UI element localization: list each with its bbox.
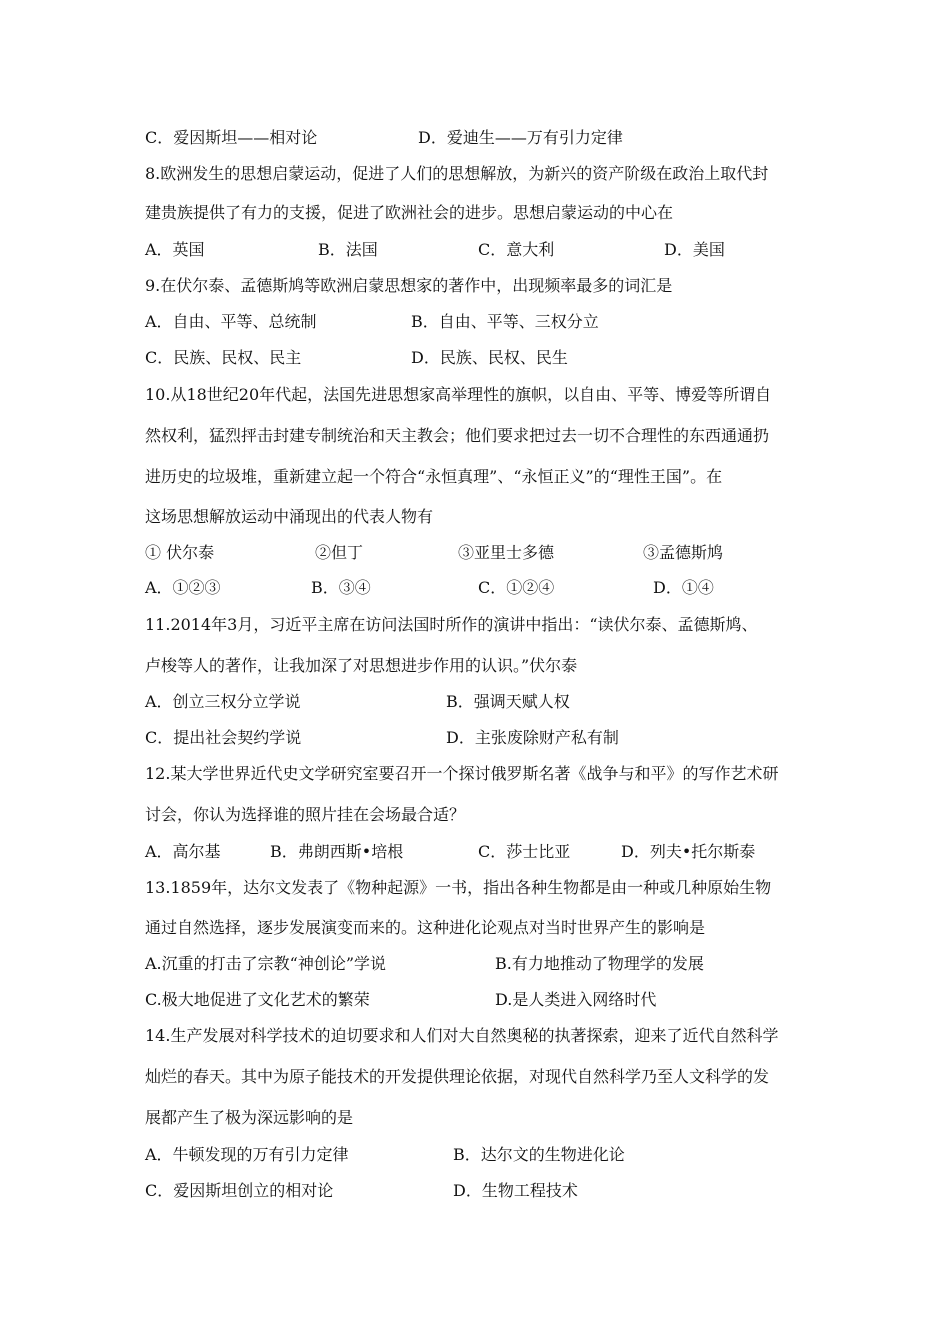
q8-option-a: A．英国 [145,240,205,259]
q13-stem-line-2: 通过自然选择，逐步发展演变而来的。这种进化论观点对当时世界产生的影响是 [145,918,706,937]
q12-option-b: B．弗朗西斯•培根 [270,842,404,861]
q8-option-d: D．美国 [664,240,725,259]
q14-option-a: A．牛顿发现的万有引力定律 [145,1145,349,1164]
q11-stem-line-2: 卢梭等人的著作，让我加深了对思想进步作用的认识。”伏尔泰 [145,656,578,675]
q14-option-d: D．生物工程技术 [453,1181,578,1200]
q8-option-c: C．意大利 [478,240,555,259]
q14-stem-line-2: 灿烂的春天。其中为原子能技术的开发提供理论依据，对现代自然科学乃至人文科学的发 [145,1067,770,1086]
q13-option-b: B.有力地推动了物理学的发展 [495,954,704,973]
q10-option-c: C．①②④ [478,578,555,597]
q11-option-a: A．创立三权分立学说 [145,692,301,711]
q14-stem-line-3: 展都产生了极为深远影响的是 [145,1108,354,1127]
q10-stem-line-3: 进历史的垃圾堆，重新建立起一个符合“永恒真理”、“永恒正义”的“理性王国”。在 [145,467,723,486]
q11-option-c: C．提出社会契约学说 [145,728,302,747]
q14-option-b: B．达尔文的生物进化论 [453,1145,625,1164]
q12-stem-line-1: 12.某大学世界近代史文学研究室要召开一个探讨俄罗斯名著《战争与和平》的写作艺术研 [145,764,779,783]
q8-option-b: B．法国 [318,240,378,259]
q10-option-b: B．③④ [311,578,371,597]
q9-option-c: C．民族、民权、民主 [145,348,302,367]
q10-item-4: ③孟德斯鸠 [643,543,724,562]
q12-option-c: C．莎士比亚 [478,842,571,861]
q10-item-1: ① 伏尔泰 [145,543,215,562]
q13-option-d: D.是人类进入网络时代 [495,990,657,1009]
q14-option-c: C．爱因斯坦创立的相对论 [145,1181,334,1200]
q8-stem-line-1: 8.欧洲发生的思想启蒙运动，促进了人们的思想解放，为新兴的资产阶级在政治上取代封 [145,164,769,183]
q10-item-3: ③亚里士多德 [458,543,555,562]
q9-stem-line-1: 9.在伏尔泰、孟德斯鸠等欧洲启蒙思想家的著作中，出现频率最多的词汇是 [145,276,673,295]
q12-option-d: D．列夫•托尔斯泰 [621,842,756,861]
q11-option-d: D．主张废除财产私有制 [446,728,619,747]
q14-stem-line-1: 14.生产发展对科学技术的迫切要求和人们对大自然奥秘的执著探索，迎来了近代自然科学 [145,1026,779,1045]
q11-stem-line-1: 11.2014年3月，习近平主席在访问法国时所作的演讲中指出：“读伏尔泰、孟德斯鸠、 [145,615,758,634]
q9-option-a: A．自由、平等、总统制 [145,312,317,331]
q12-option-a: A．高尔基 [145,842,221,861]
q9-option-d: D．民族、民权、民生 [411,348,568,367]
q9-option-b: B．自由、平等、三权分立 [411,312,599,331]
q8-stem-line-2: 建贵族提供了有力的支援，促进了欧洲社会的进步。思想启蒙运动的中心在 [145,203,674,222]
q10-stem-line-1: 10.从18世纪20年代起，法国先进思想家高举理性的旗帜，以自由、平等、博爱等所谓自 [145,385,772,404]
q10-option-a: A．①②③ [145,578,221,597]
q13-option-c: C.极大地促进了文化艺术的繁荣 [145,990,370,1009]
q13-option-a: A.沉重的打击了宗教“神创论”学说 [145,954,387,973]
q10-option-d: D．①④ [653,578,714,597]
q13-stem-line-1: 13.1859年，达尔文发表了《物种起源》一书，指出各种生物都是由一种或几种原始生物 [145,878,772,897]
q10-stem-line-4: 这场思想解放运动中涌现出的代表人物有 [145,507,434,526]
q7-option-d: D．爱迪生——万有引力定律 [418,128,623,147]
q10-item-2: ②但丁 [315,543,364,562]
q12-stem-line-2: 讨会，你认为选择谁的照片挂在会场最合适？ [145,805,466,824]
q10-stem-line-2: 然权利，猛烈抨击封建专制统治和天主教会；他们要求把过去一切不合理性的东西通通扔 [145,426,770,445]
q11-option-b: B．强调天赋人权 [446,692,570,711]
q7-option-c: C．爱因斯坦——相对论 [145,128,318,147]
